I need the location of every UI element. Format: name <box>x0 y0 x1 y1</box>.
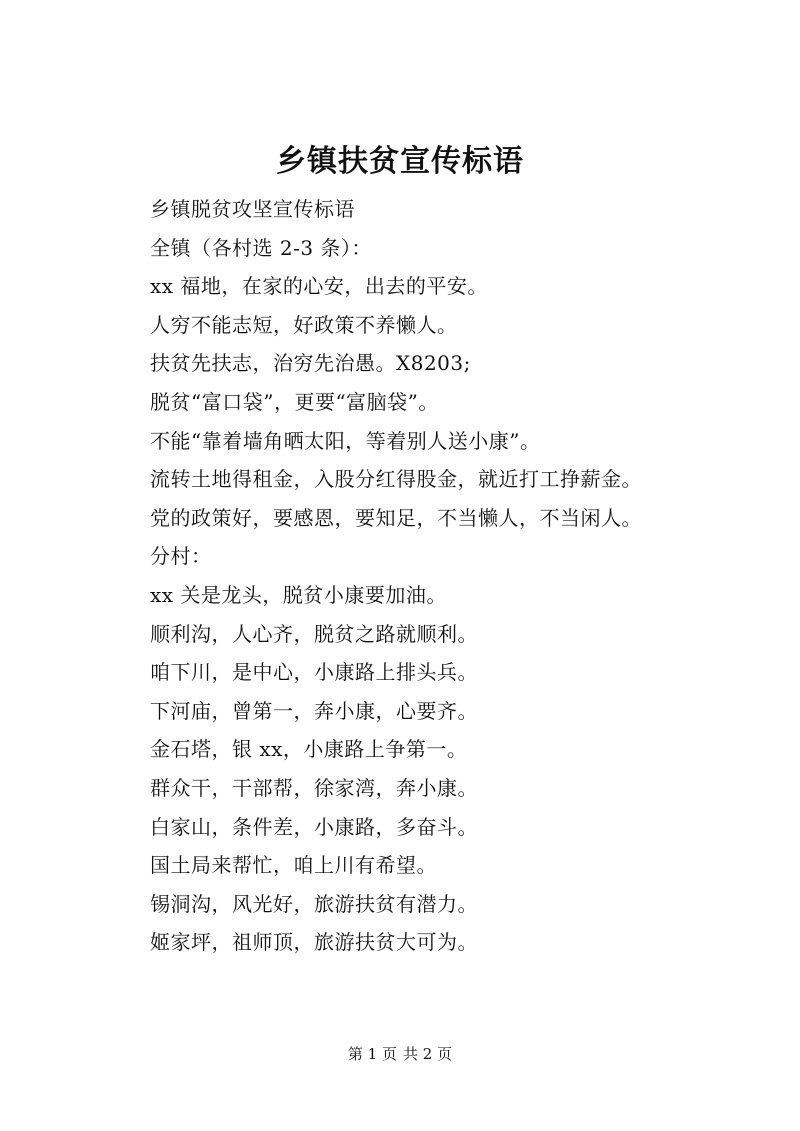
text-line: 群众干，干部帮，徐家湾，奔小康。 <box>150 775 478 800</box>
text-line: 全镇（各村选 2-3 条）： <box>150 235 372 260</box>
text-line: 白家山，条件差，小康路，多奋斗。 <box>150 814 478 839</box>
text-line: 国土局来帮忙，咱上川有希望。 <box>150 853 437 878</box>
text-line: 姬家坪，祖师顶，旅游扶贫大可为。 <box>150 930 478 955</box>
text-line: 分村： <box>150 544 212 569</box>
text-line: xx 福地，在家的心安，出去的平安。 <box>150 274 488 299</box>
text-line: 流转土地得租金，入股分红得股金，就近打工挣薪金。 <box>150 467 642 492</box>
text-line: 下河庙，曾第一，奔小康，心要齐。 <box>150 698 478 723</box>
text-line: 脱贫“富口袋”，更要“富脑袋”。 <box>150 389 439 414</box>
page-total: 共 2 页 <box>403 1045 453 1063</box>
text-line: 金石塔，银 xx，小康路上争第一。 <box>150 737 468 762</box>
text-line: 锡洞沟，风光好，旅游扶贫有潜力。 <box>150 891 478 916</box>
text-line: 乡镇脱贫攻坚宣传标语 <box>150 197 355 221</box>
page-footer <box>0 1042 800 1066</box>
text-line: 党的政策好，要感恩，要知足，不当懒人，不当闲人。 <box>150 505 642 530</box>
text-line: 人穷不能志短，好政策不养懒人。 <box>150 312 458 337</box>
text-line: xx 关是龙头，脱贫小康要加油。 <box>150 582 447 607</box>
text-line: 扶贫先扶志，治穷先治愚。X8203; <box>150 351 471 376</box>
text-line: 咱下川，是中心，小康路上排头兵。 <box>150 660 478 685</box>
document-body <box>150 190 770 962</box>
page-number: 第 1 页 <box>347 1045 397 1063</box>
text-line: 顺利沟，人心齐，脱贫之路就顺利。 <box>150 621 478 646</box>
document-title: 乡镇扶贫宣传标语 <box>276 144 524 179</box>
text-line: 不能“靠着墙角晒太阳，等着别人送小康”。 <box>150 428 541 453</box>
